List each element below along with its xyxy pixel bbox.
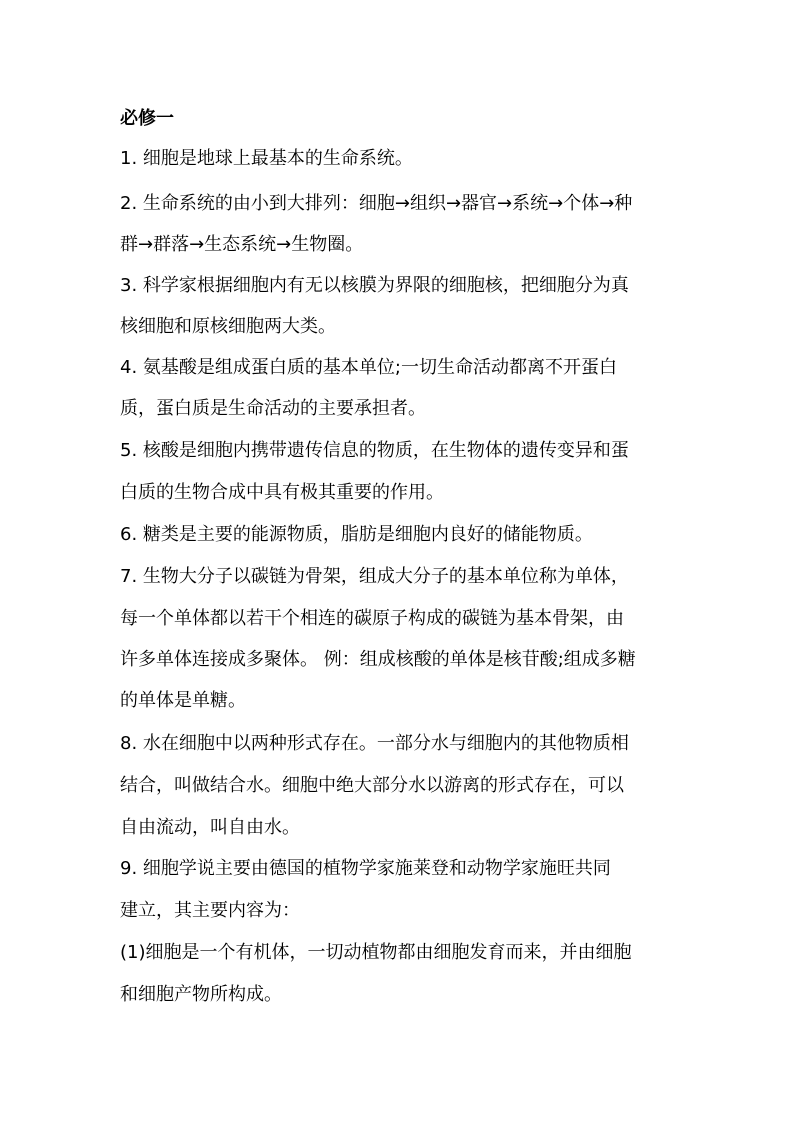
text-line: 群→群落→生态系统→生物圈。 [120, 234, 364, 255]
text-line: 白质的生物合成中具有极其重要的作用。 [120, 482, 444, 503]
text-line: 结合，叫做结合水。细胞中绝大部分水以游离的形式存在，可以 [120, 775, 624, 796]
text-line: 建立，其主要内容为： [120, 900, 300, 921]
text-line: 9. 细胞学说主要由德国的植物学家施莱登和动物学家施旺共同 [120, 858, 611, 879]
text-line: 6. 糖类是主要的能源物质，脂肪是细胞内良好的储能物质。 [120, 524, 593, 545]
page-title: 必修一 [120, 108, 174, 129]
text-line: 和细胞产物所构成。 [120, 984, 282, 1005]
text-line: 4. 氨基酸是组成蛋白质的基本单位;一切生命活动都离不开蛋白 [120, 357, 617, 378]
text-line: 质，蛋白质是生命活动的主要承担者。 [120, 398, 426, 419]
text-line: 每一个单体都以若干个相连的碳原子构成的碳链为基本骨架，由 [120, 608, 624, 629]
text-line: 7. 生物大分子以碳链为骨架，组成大分子的基本单位称为单体， [120, 566, 629, 587]
text-line: (1)细胞是一个有机体，一切动植物都由细胞发育而来，并由细胞 [120, 942, 632, 963]
text-line: 2. 生命系统的由小到大排列：细胞→组织→器官→系统→个体→种 [120, 193, 633, 214]
text-line: 3. 科学家根据细胞内有无以核膜为界限的细胞核，把细胞分为真 [120, 275, 629, 296]
text-line: 的单体是单糖。 [120, 690, 246, 711]
text-line: 5. 核酸是细胞内携带遗传信息的物质，在生物体的遗传变异和蛋 [120, 440, 629, 461]
text-line: 1. 细胞是地球上最基本的生命系统。 [120, 148, 413, 169]
text-line: 核细胞和原核细胞两大类。 [120, 316, 336, 337]
text-line: 自由流动，叫自由水。 [120, 817, 300, 838]
text-line: 8. 水在细胞中以两种形式存在。一部分水与细胞内的其他物质相 [120, 733, 629, 754]
text-line: 许多单体连接成多聚体。 例：组成核酸的单体是核苷酸;组成多糖 [120, 649, 636, 670]
